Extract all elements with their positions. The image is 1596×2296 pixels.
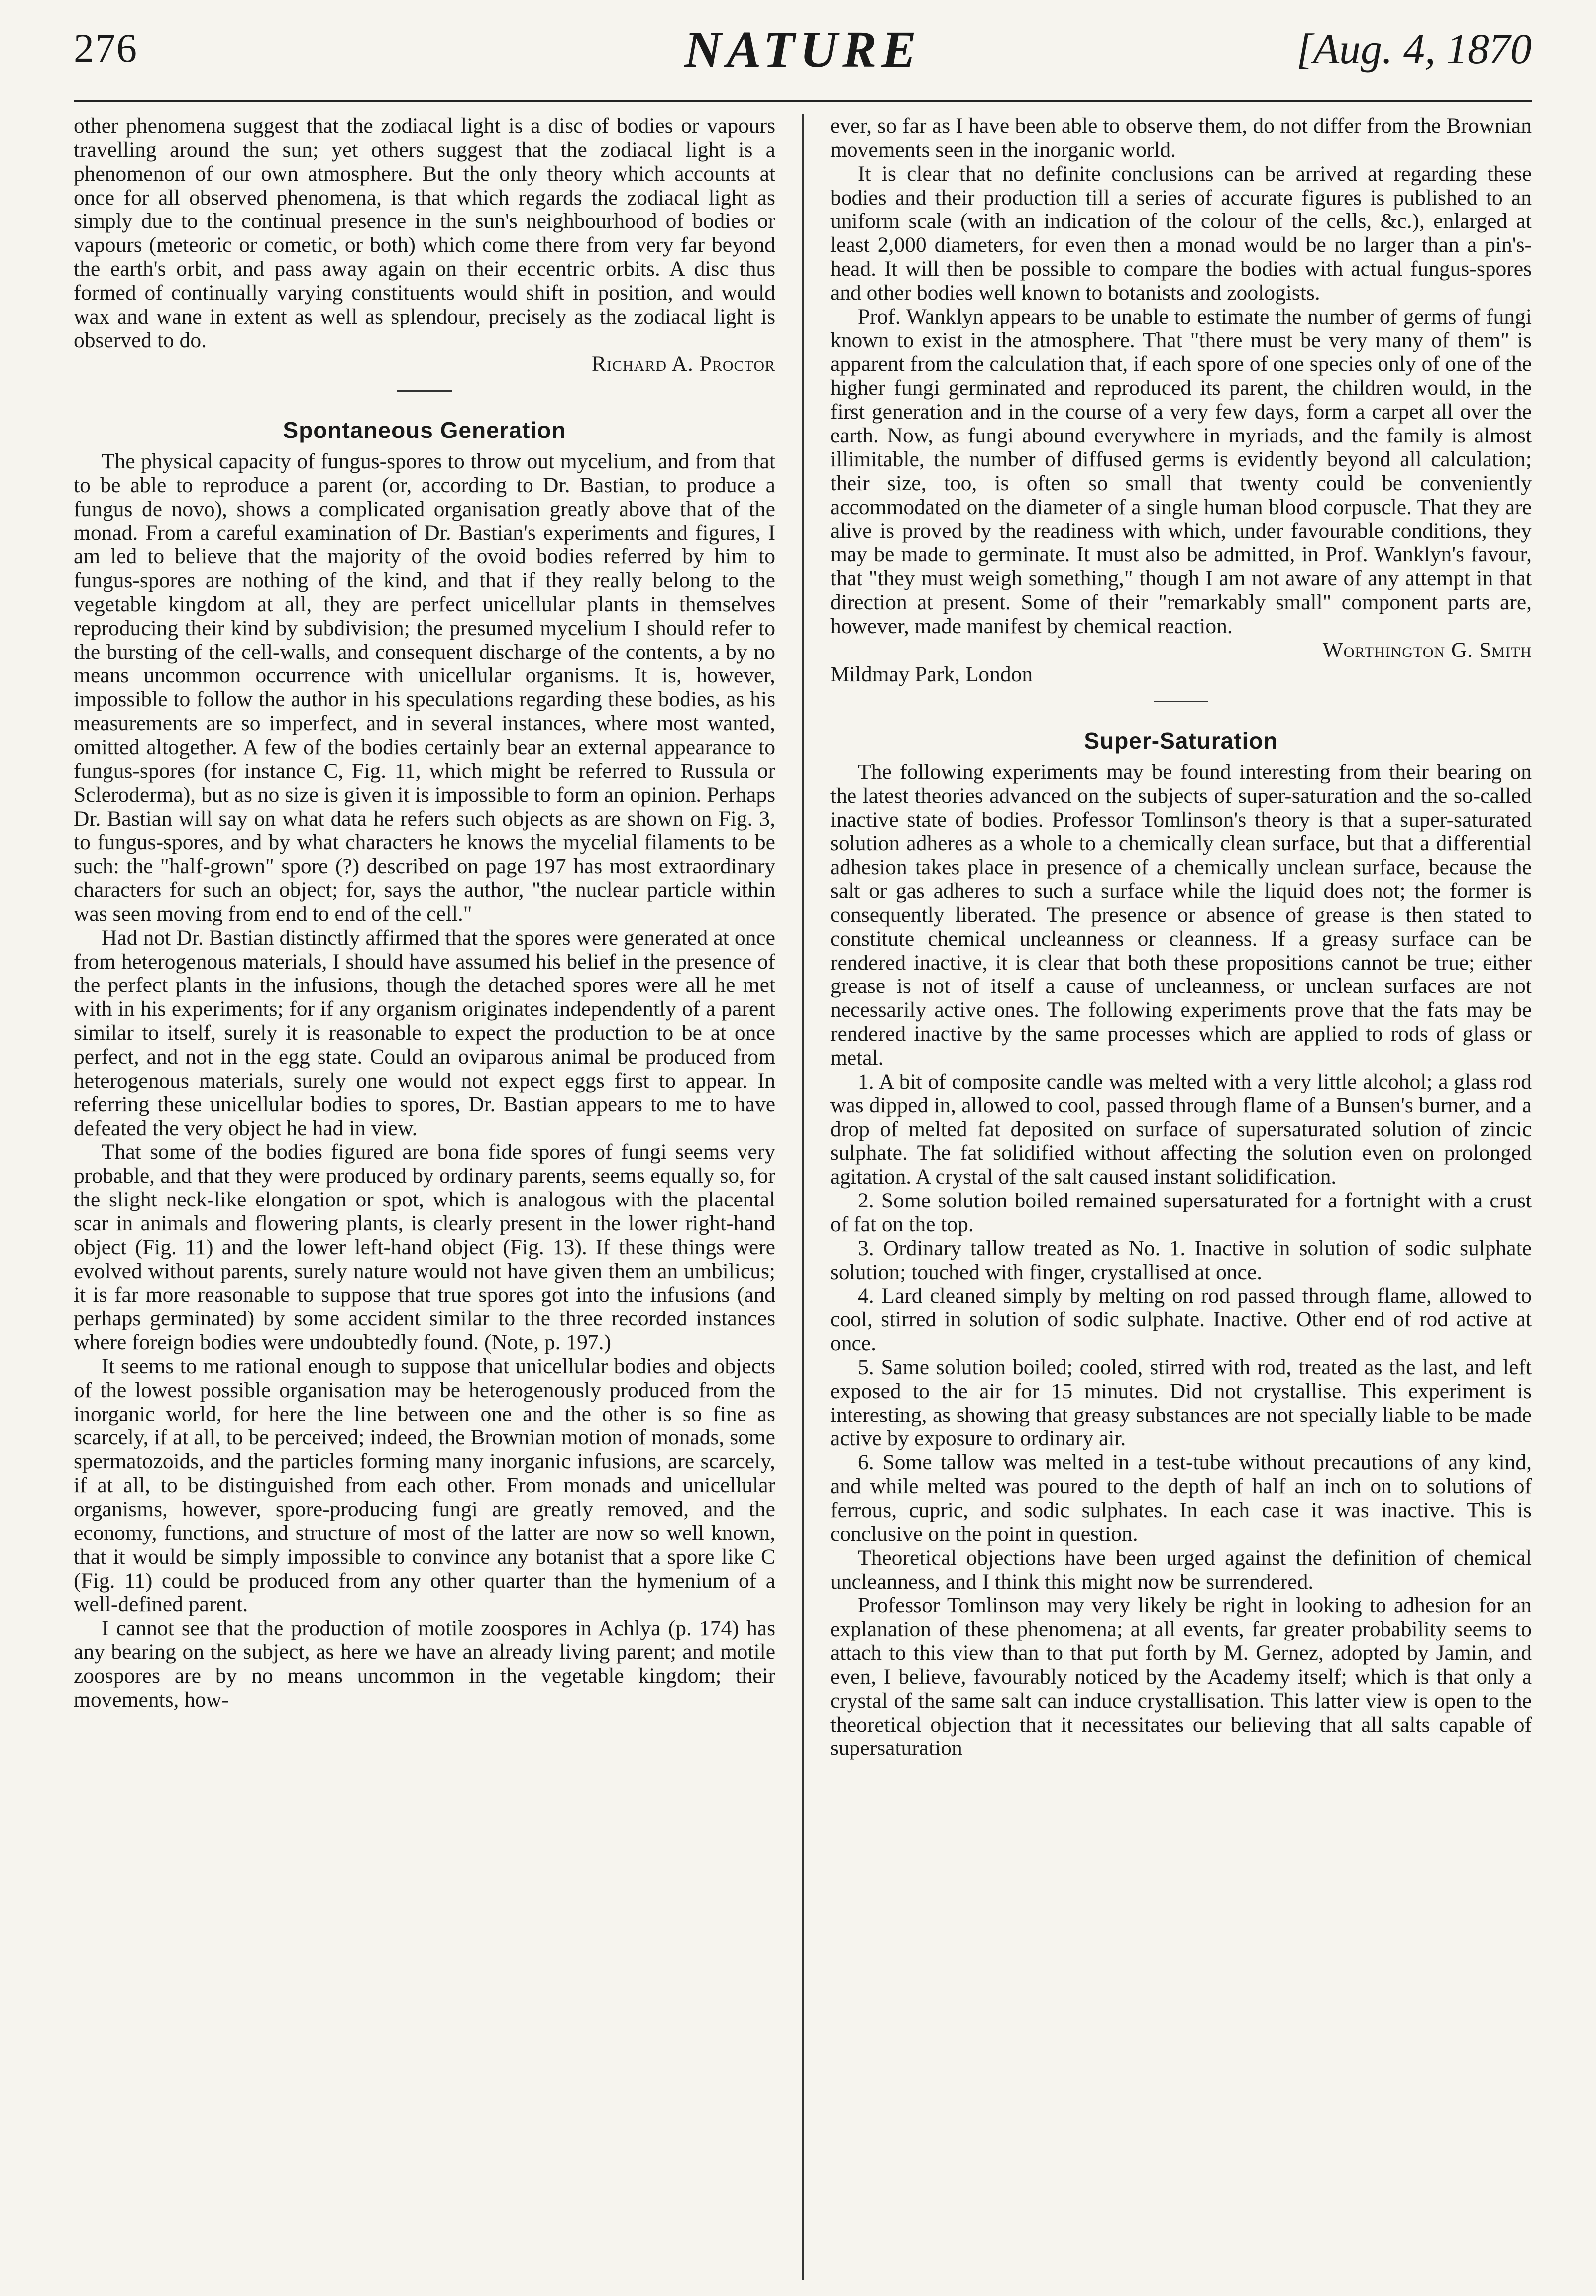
author-address: Mildmay Park, London: [830, 662, 1033, 687]
experiment-item: 2. Some solution boiled remained supersaturated for a fortnight with a crust of fat on the top.: [830, 1189, 1532, 1236]
journal-page: [74, 20, 1532, 2280]
intro-paragraph: other phenomena suggest that the zodiacal light is a disc of bodies or vapours travelling around the sun; yet others suggest that the zodiacal light is a phenomenon of our own atmosphere. But the only theory which accounts at once for all observed phenomena, is that which regards the zodiacal light as simply due to the continual presence in the sun's neighbourhood of bodies or vapours (meteoric or cometic, or both) which come there from very far beyond the earth's orbit, and pass away again on their eccentric orbits. A disc thus formed of continually varying constituents would shift in position, and would wax and wane in extent as well as splendour, precisely as the zodiacal light is observed to do.: [74, 114, 775, 352]
article-title-super-saturation: Super-Saturation: [1084, 728, 1278, 754]
left-column: [74, 114, 775, 1712]
right-column: [830, 114, 1532, 1760]
signature-line: [830, 639, 1532, 662]
intro-signature: Richard A. Proctor: [592, 352, 775, 376]
body-paragraph: Prof. Wanklyn appears to be unable to estimate the number of germs of fungi known to exist in the atmosphere. That "there must be very many of them" is apparent from the calculation that, if each spore of one species only of one of the higher fungi germinated and reproduced its parent, the children would, in the first generation and in the course of a very few days, form a carpet all over the earth. Now, as fungi abound everywhere in myriads, and the family is almost illimitable, the number of diffused germs is evidently beyond all calculation; their size, too, is often so small that twenty could be conveniently accommodated on the diameter of a single human blood corpuscle. That they are alive is proved by the readiness with which, under favourable conditions, they may be made to germinate. It must also be admitted, in Prof. Wanklyn's favour, that "they must weigh something," though I am not aware of any attempt in that direction at present. Some of their "remarkably small" component parts are, however, made manifest by chemical reaction.: [830, 304, 1532, 638]
body-paragraph: It seems to me rational enough to suppose that unicellular bodies and objects of the lowest possible organisation may be heterogenously produced from the inorganic world, for here the line between one and the other is so fine as scarcely, if at all, to be perceived; indeed, the Brownian motion of monads, some spermatozoids, and the particles forming many inorganic infusions, are scarcely, if at all, to be distinguished from each other. From monads and unicellular organisms, however, spore-producing fungi are greatly removed, and the economy, functions, and structure of most of the latter are now so well known, that it would be simply impossible to convince any botanist that a spore like C (Fig. 11) could be produced from any other quarter than the hymenium of a well-defined parent.: [74, 1354, 775, 1617]
experiment-item: 6. Some tallow was melted in a test-tube without precautions of any kind, and while melted was poured to the depth of half an inch on to solutions of ferrous, cupric, and sodic sulphates. In each case it was inactive. This is conclusive on the point in question.: [830, 1450, 1532, 1546]
body-paragraph: It is clear that no definite conclusions can be arrived at regarding these bodies and their production till a series of accurate figures is published to an uniform scale (with an indication of the colour of the cells, &c.), enlarged at least 2,000 diameters, for even then a monad would be no larger than a pin's-head. It will then be possible to compare the bodies with actual fungus-spores and other bodies well known to botanists and zoologists.: [830, 161, 1532, 305]
body-paragraph: I cannot see that the production of motile zoospores in Achlya (p. 174) has any bearing on the subject, as here we have an already living parent; and motile zoospores are by no means uncommon in the vegetable kingdom; their movements, how-: [74, 1616, 775, 1712]
page-number: 276: [74, 25, 138, 71]
column-divider: [802, 114, 804, 2280]
section-divider: [397, 390, 452, 392]
body-paragraph: That some of the bodies figured are bona fide spores of fungi seems very probable, and that they were produced by ordinary parents, seems equally so, for the slight neck-like elongation or spot, which is analogous with the placental scar in animals and flowering plants, is clearly present in the lower right-hand object (Fig. 11) and the lower left-hand object (Fig. 13). If these things were evolved without parents, surely nature would not have given them an umbilicus; it is far more reasonable to suppose that true spores got into the infusions (and perhaps germinated) by some accident similar to the three recorded instances where foreign bodies were undoubtedly found. (Note, p. 197.): [74, 1140, 775, 1355]
issue-date: [Aug. 4, 1870: [1296, 25, 1532, 73]
author-signature: Worthington G. Smith: [1322, 638, 1532, 662]
body-paragraph: The physical capacity of fungus-spores to throw out mycelium, and from that to be able to reproduce a parent (or, according to Dr. Bastian, to produce a fungus de novo), shows a complicated organisation greatly above that of the monad. From a careful examination of Dr. Bastian's experiments and figures, I am led to believe that the majority of the ovoid bodies referred by him to fungus-spores are nothing of the kind, and that if they really belong to the vegetable kingdom at all, they are perfect unicellular plants in themselves reproducing their kind by subdivision; the presumed mycelium I should refer to the bursting of the cell-walls, and consequent discharge of the contents, a by no means uncommon occurrence with unicellular organisms. It is, however, impossible to follow the author in his speculations regarding these bodies, as his measurements are so imperfect, and in several instances, where most wanted, omitted altogether. A few of the bodies certainly bear an external appearance to fungus-spores (for instance C, Fig. 11, which might be referred to Russula or Scleroderma), but as no size is given it is impossible to form an opinion. Perhaps Dr. Bastian will say on what data he refers such objects as are shown on Fig. 3, to fungus-spores, and by what characters he knows the mycelial filaments to be such: the "half-grown" spore (?) described on page 197 has most extraordinary characters for such an object; for, says the author, "the nuclear particle within was seen moving from end to end of the cell.": [74, 449, 775, 926]
article-columns: [74, 114, 1532, 2280]
section-divider: [1154, 701, 1208, 702]
intro-signature-line: [74, 352, 775, 376]
running-header: [74, 20, 1532, 102]
article-title-spontaneous-generation: Spontaneous Generation: [283, 417, 566, 443]
experiment-item: 5. Same solution boiled; cooled, stirred with rod, treated as the last, and left exposed to the air for 15 minutes. Did not crystallise. This experiment is interesting, as showing that greasy substances are not specially liable to be made active by exposure to ordinary air.: [830, 1355, 1532, 1451]
body-paragraph: The following experiments may be found interesting from their bearing on the latest theories advanced on the subjects of super-saturation and the so-called inactive state of bodies. Professor Tomlinson's theory is that a super-saturated solution adheres as a whole to a chemically clean surface, but that a differential adhesion takes place in presence of a chemically unclean surface, because the salt or gas adheres to such a surface while the liquid does not; the former is consequently liberated. The presence or absence of grease is then stated to constitute chemical uncleanness or cleanness. If a greasy surface can be rendered inactive, it is clear that both these propositions cannot be true; either grease is not of itself a cause of uncleanness, or unclean surfaces are not necessarily active ones. The following experiments prove that the fats may be rendered inactive by the same processes which are applied to rods of glass or metal.: [830, 760, 1532, 1070]
body-paragraph: ever, so far as I have been able to observe them, do not differ from the Brownian movements seen in the inorganic world.: [830, 114, 1532, 162]
experiment-item: 3. Ordinary tallow treated as No. 1. Inactive in solution of sodic sulphate solution; touched with finger, crystallised at once.: [830, 1236, 1532, 1284]
body-paragraph: Theoretical objections have been urged against the definition of chemical uncleanness, and I think this might now be surrendered.: [830, 1545, 1532, 1594]
journal-title: NATURE: [684, 21, 922, 78]
experiment-item: 1. A bit of composite candle was melted with a very little alcohol; a glass rod was dipped in, allowed to cool, passed through flame of a Bunsen's burner, and a drop of melted fat deposited on surface of supersaturated solution of zincic sulphate. The fat solidified without affecting the solution even on prolonged agitation. A crystal of the salt caused instant solidification.: [830, 1069, 1532, 1189]
body-paragraph: Professor Tomlinson may very likely be right in looking to adhesion for an explanation of these phenomena; at all events, far greater probability seems to attach to this view than to that put forth by M. Gernez, adopted by Jamin, and even, I believe, favourably noticed by the Academy itself; which is that only a crystal of the same salt can induce crystallisation. This latter view is open to the theoretical objection that it necessitates our believing that all salts capable of supersaturation: [830, 1593, 1532, 1760]
experiment-item: 4. Lard cleaned simply by melting on rod passed through flame, allowed to cool, stirred in solution of sodic sulphate. Inactive. Other end of rod active at once.: [830, 1284, 1532, 1356]
body-paragraph: Had not Dr. Bastian distinctly affirmed that the spores were generated at once from heterogenous materials, I should have assumed his belief in the presence of the perfect plants in the infusions, though the detached spores were all he met with in his experiments; for if any organism originates independently of a parent similar to itself, surely it is reasonable to expect the production to be at once perfect, and not in the egg state. Could an oviparous animal be produced from heterogenous materials, surely one would not expect eggs first to appear. In referring these unicellular bodies to spores, Dr. Bastian appears to me to have defeated the very object he had in view.: [74, 925, 775, 1140]
